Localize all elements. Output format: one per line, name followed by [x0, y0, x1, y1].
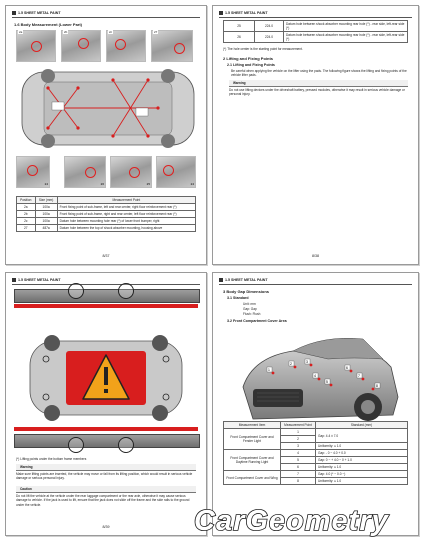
marker-label: 4 — [314, 374, 316, 378]
sub-title: 3.1 Standard — [227, 296, 249, 300]
warning-label: Warning — [229, 80, 408, 87]
underbody-diagram — [18, 66, 198, 151]
page-number: 8/38 — [312, 254, 319, 258]
marker-label: 6 — [346, 366, 348, 370]
caution-label: Caution — [16, 486, 196, 493]
detail-thumbnail: 2a — [16, 30, 56, 62]
page-lifting-diagram — [5, 272, 207, 536]
table-row: 2b 100a Front fixing point of sub-frame, right and rear center, left floor reinforcement rear (*) — [17, 211, 196, 218]
section-title: 2 Lifting and Fixing Points — [223, 56, 273, 61]
marker-label: 3 — [306, 360, 308, 364]
figure-caption: (*) Lifting points under the bottom frame members — [16, 457, 87, 461]
caution-box: Caution Do not lift the vehicle at the vehicle under the rear luggage compartment or the rear axle, otherwise it may cause serious damage to vehicle. If the jack is used to lift, ensure that the jack does not slide off the frame and the side rails to the ground under the vehicle. — [16, 486, 196, 507]
detail-thumbnail: 26 — [64, 156, 106, 188]
standard-gap: Gap: Gap — [243, 307, 257, 311]
watermark-text: CarGeometry — [194, 505, 389, 537]
detail-thumbnail: 24 — [16, 156, 50, 188]
standard-unit: Unit: mm — [243, 302, 256, 306]
detail-thumbnail: 27 — [151, 30, 193, 62]
lift-pad-strip — [14, 427, 198, 431]
table-row: 2c 100a Datum hole between mounting hole rear (*) of lower front bumper, right — [17, 218, 196, 225]
page-lifting-points — [212, 5, 419, 265]
section-title: 1.6 Body Measurement (Lower Part) — [14, 22, 83, 27]
table-row: 3 Uniformity: ≤ 1.0 — [224, 443, 408, 450]
front-car-diagram — [233, 327, 403, 427]
detail-thumbnail: 24 — [156, 156, 196, 188]
table-row: 2 — [224, 436, 408, 443]
page-number: 8/37 — [102, 254, 110, 258]
table-row: Front Compartment Cover and Wing 7 Gap: 4.0 (* ~ 0.0 ~) — [224, 471, 408, 478]
standard-flush: Flush: Flush — [243, 312, 261, 316]
page-number: 8/39 — [102, 525, 110, 529]
underbody-lifting-diagram — [26, 333, 186, 423]
warning-box: Warning Do not use lifting devices under the driveshaft battery, pressed modules, otherwise it may result in serious vehicle damage or personal injury. — [229, 80, 408, 97]
table-row: 2a 100a Front fixing point of sub-frame, left and rear center, right floor reinforcement rear (*) — [17, 204, 196, 211]
marker-label: 8 — [376, 384, 378, 388]
warning-label: Warning — [16, 464, 196, 471]
detail-thumbnail: 25 — [110, 156, 152, 188]
table-row: 5 Gap: 0 ~ + 4.0 ~ 0 + 1.0 — [224, 457, 408, 464]
body-text: Be careful when applying the vehicle on the lifter using the pads. The following figure shows the lifting and fixing points of the vehicle lifter pads. — [231, 69, 407, 78]
measurement-table: Position Size (mm) Measurement Point 2a 100a Front fixing point of sub-frame, left and rear center, right floor reinforcement rear (*) 2b 100a Front fixing point of sub-frame, right and rear center, left floor reinforcement rear (*) 2c 100a Datum hole between mounting hole rear (*) of lower front bumper, right 27 487a Datum hole between the top of shock absorber mounting, housing above — [16, 196, 196, 232]
marker-label: 7 — [358, 374, 360, 378]
sub-title: 3.2 Front Compartment Cover Area — [227, 319, 287, 323]
table-row: 8 Uniformity: ≤ 1.0 — [224, 478, 408, 485]
gap-standard-table: Measurement Item Measurement Point Standard (mm) Front Compartment Cover and Fender Light 1 Gap: 4.4 ± 7.0 2 3 Uniformity: ≤ 1.0 Front Compartment Cover and Daytime Running Light 4 Gap: - 0 ~ 4.0 + 0.0 5 Gap: 0 ~ + 4.0 ~ 0 + 1.0 6 Uniformity: ≤ 1.0 Front Compartment Cover and Wing 7 Gap: 4.0 (* ~ 0.0 ~) 8 Uniformity: ≤ 1.0 — [223, 421, 408, 485]
detail-thumbnail: 2b — [61, 30, 101, 62]
page-header: 1.5 SHEET METAL PAINT — [12, 9, 200, 18]
table-row: Front Compartment Cover and Daytime Running Light 4 Gap: - 0 ~ 4.0 + 0.0 — [224, 450, 408, 457]
page-body-gap-dimensions — [212, 272, 419, 536]
side-sill-top — [14, 289, 200, 303]
footnote: (*) The hole center is the starting point for measurement. — [223, 47, 303, 51]
table-row: Front Compartment Cover and Fender Light 1 Gap: 4.4 ± 7.0 — [224, 429, 408, 436]
page-header: 1.5 SHEET METAL PAINT — [12, 276, 200, 285]
side-sill-bottom — [14, 434, 200, 448]
site-watermark-logo — [190, 502, 415, 538]
table-row: 26 224.0 Datum hole between shock absorber mounting rear hole (*) - rear side, left-rear side (*) — [224, 32, 408, 43]
marker-label: 2 — [290, 362, 292, 366]
marker-label: 5 — [326, 380, 328, 384]
table-row: 6 Uniformity: ≤ 1.0 — [224, 464, 408, 471]
marker-label: 1 — [268, 368, 270, 372]
warning-box: Warning Make sure lifting points are inserted, the vehicle may move or fall from its lifting position, which would result in serious vehicle damage or serious personal injury. — [16, 464, 196, 481]
page-header: 1.5 SHEET METAL PAINT — [219, 9, 412, 18]
page-header: 1.5 SHEET METAL PAINT — [219, 276, 412, 285]
lift-pad-strip — [14, 304, 198, 308]
page-body-measurement — [5, 5, 207, 265]
section-title: 3 Body Gap Dimensions — [223, 289, 270, 294]
table-row: 25 224.0 Datum hole between shock absorber mounting rear hole (*) - rear side, left-rear side (*) — [224, 21, 408, 32]
table-row: 27 487a Datum hole between the top of shock absorber mounting, housing above — [17, 225, 196, 232]
sub-title: 2.1 Lifting and Fixing Points — [227, 63, 275, 67]
measurement-table-continued — [223, 20, 408, 43]
detail-thumbnail: 2c — [106, 30, 146, 62]
